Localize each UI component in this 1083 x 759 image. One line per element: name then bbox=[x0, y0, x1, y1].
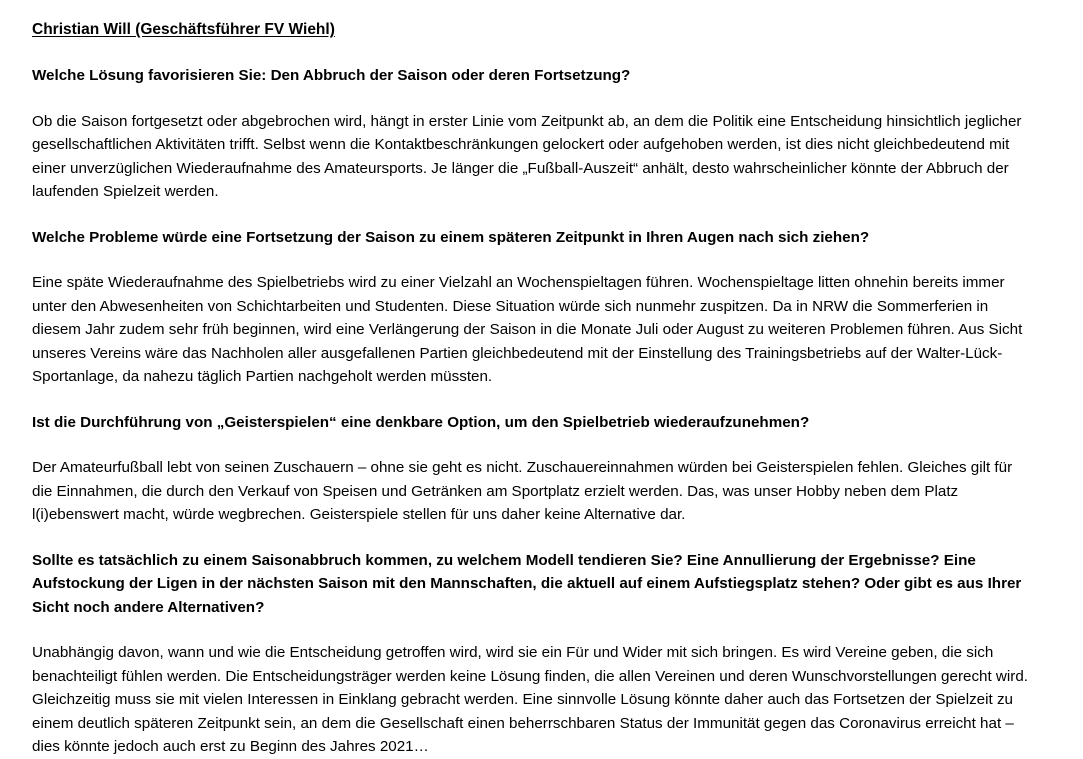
page-title: Christian Will (Geschäftsführer FV Wiehl) bbox=[32, 21, 335, 38]
spacer-answer-1 bbox=[32, 204, 1033, 226]
answer-paragraph-1: Ob die Saison fortgesetzt oder abgebrochen wird, hängt in erster Linie vom Zeitpunkt ab, an dem die Politik eine Entscheidung hinsichtlich jeglicher gesellschaftlichen Aktivitäten trifft. Selbst wenn die Kontaktbeschränkungen gelockert oder aufgehoben werden, ist dies nicht gleichbedeutend mit einer unverzüglichen Wiederaufnahme des Amateursports. Je länger die „Fußball-Auszeit“ anhält, desto wahrscheinlicher könnte der Abbruch der laufenden Spielzeit werden. bbox=[32, 112, 1022, 200]
spacer-question-4 bbox=[32, 619, 1033, 641]
question-heading-1: Welche Lösung favorisieren Sie: Den Abbruch der Saison oder deren Fortsetzung? bbox=[32, 67, 631, 84]
question-heading-4: Sollte es tatsächlich zu einem Saisonabbruch kommen, zu welchem Modell tendieren Sie? Eine Annullierung der Ergebnisse? Eine Aufstockung der Ligen in der nächsten Saison mit den Mannschaften, die aktuell auf einem Aufstiegsplatz stehen? Oder gibt es aus Ihrer Sicht noch andere Alternativen? bbox=[32, 551, 1022, 616]
answer-paragraph-2: Eine späte Wiederaufnahme des Spielbetriebs wird zu einer Vielzahl an Wochenspieltagen führen. Wochenspieltage litten ohnehin bereits immer unter den Abwesenheiten von Schichtarbeiten und Studenten. Diese Situation würde sich nunmehr zuspitzen. Da in NRW die Sommerferien in diesem Jahr zudem sehr früh beginnen, wird eine Verlängerung der Saison in die Monate Juli oder August zu weiteren Problemen führen. Aus Sicht unseres Vereins wäre das Nachholen aller ausgefallenen Partien gleichbedeutend mit der Einstellung des Trainingsbetriebs auf der Walter-Lück-Sportanlage, da nahezu täglich Partien nachgeholt werden müssten. bbox=[32, 274, 1023, 385]
spacer-answer-2 bbox=[32, 389, 1033, 411]
spacer-answer-3 bbox=[32, 527, 1033, 549]
spacer-after-title bbox=[32, 42, 1033, 64]
spacer-question-3 bbox=[32, 434, 1033, 456]
answer-paragraph-4: Unabhängig davon, wann und wie die Entscheidung getroffen wird, wird sie ein Für und Wider mit sich bringen. Es wird Vereine geben, die sich benachteiligt fühlen werden. Die Entscheidungsträger werden keine Lösung finden, die allen Vereinen und deren Wunschvorstellungen gerecht wird. Gleichzeitig muss sie mit vielen Interessen in Einklang gebracht werden. Eine sinnvolle Lösung könnte daher auch das Fortsetzen der Spielzeit zu einem deutlich späteren Zeitpunkt sein, an dem die Gesellschaft einen beherrschbaren Status der Immunität gegen das Coronavirus erreicht hat – dies könnte jedoch auch erst zu Beginn des Jahres 2021… bbox=[32, 644, 1028, 755]
spacer-question-2 bbox=[32, 249, 1033, 271]
question-heading-2: Welche Probleme würde eine Fortsetzung der Saison zu einem späteren Zeitpunkt in Ihren Augen nach sich ziehen? bbox=[32, 228, 870, 246]
question-heading-3: Ist die Durchführung von „Geisterspielen“ eine denkbare Option, um den Spielbetrieb wiederaufzunehmen? bbox=[32, 413, 810, 431]
answer-paragraph-3: Der Amateurfußball lebt von seinen Zuschauern – ohne sie geht es nicht. Zuschauereinnahmen würden bei Geisterspielen fehlen. Gleiches gilt für die Einnahmen, die durch den Verkauf von Speisen und Getränken am Sportplatz erzielt werden. Das, was unser Hobby neben dem Platz l(i)ebenswert macht, würde wegbrechen. Geisterspiele stellen für uns daher keine Alternative dar. bbox=[32, 459, 1013, 523]
spacer-question-1 bbox=[32, 88, 1033, 110]
